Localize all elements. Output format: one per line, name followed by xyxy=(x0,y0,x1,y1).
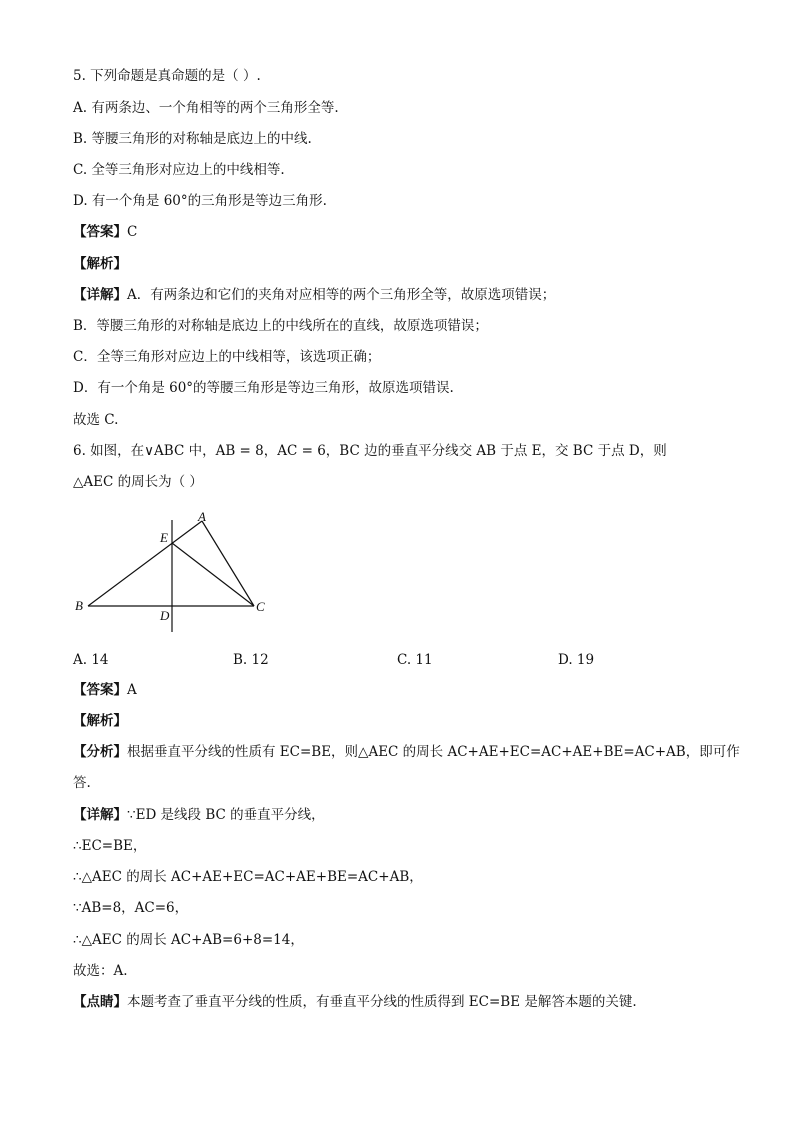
q5-answer xyxy=(73,223,137,241)
q6-fenxi-line-2: 答. xyxy=(73,775,91,791)
q6-detail-text: ∵ED 是线段 BC 的垂直平分线， xyxy=(127,807,325,823)
q6-step-4: ∴△AEC 的周长 AC+AB=6+8=14， xyxy=(73,932,304,948)
q5-detail-line-3: C．全等三角形对应边上的中线相等，该选项正确； xyxy=(73,349,381,365)
q5-answer-tag: 【答案】 xyxy=(73,224,127,240)
segment-ac xyxy=(202,521,254,606)
q5-option-b: B. 等腰三角形的对称轴是底边上的中线. xyxy=(73,131,312,147)
q6-answer xyxy=(73,681,137,699)
q5-conclusion: 故选 C. xyxy=(73,412,119,428)
q5-detail-line-2: B．等腰三角形的对称轴是底边上的中线所在的直线，故原选项错误； xyxy=(73,318,488,334)
q6-detail-tag: 【详解】 xyxy=(73,807,127,823)
q5-detail-text-1: A．有两条边和它们的夹角对应相等的两个三角形全等，故原选项错误； xyxy=(127,287,556,303)
segment-ba xyxy=(88,521,202,606)
q5-detail-tag: 【详解】 xyxy=(73,287,127,303)
q5-detail-line-1 xyxy=(73,286,555,304)
q6-step-2: ∴△AEC 的周长 AC+AE+EC=AC+AE+BE=AC+AB， xyxy=(73,869,423,885)
q6-choice-d: D. 19 xyxy=(558,652,595,668)
segment-ec xyxy=(172,543,254,606)
q6-fenxi-text: 根据垂直平分线的性质有 EC=BE，则△AEC 的周长 AC+AE+EC=AC+AE+BE=AC+AB，即可作 xyxy=(127,744,740,760)
label-e: E xyxy=(160,530,168,545)
label-c: C xyxy=(256,599,265,614)
q6-choice-c: C. 11 xyxy=(397,652,433,668)
q5-detail-line-4: D．有一个角是 60°的等腰三角形是等边三角形，故原选项错误. xyxy=(73,380,454,396)
q6-step-3: ∵AB=8，AC=6， xyxy=(73,900,189,916)
q6-detail-line-1 xyxy=(73,806,325,824)
q5-stem: 5. 下列命题是真命题的是（ ）. xyxy=(73,68,261,84)
triangle-figure xyxy=(70,508,270,636)
label-d: D xyxy=(160,608,170,623)
q5-option-d: D. 有一个角是 60°的三角形是等边三角形. xyxy=(73,193,327,209)
q6-dianjing xyxy=(73,993,637,1011)
q5-answer-value: C xyxy=(127,224,138,240)
label-a: A xyxy=(198,509,206,524)
q6-step-1: ∴EC=BE， xyxy=(73,838,147,854)
q5-option-a: A. 有两条边、一个角相等的两个三角形全等. xyxy=(73,100,339,116)
q5-analysis-tag: 【解析】 xyxy=(73,256,127,272)
q6-answer-value: A xyxy=(127,682,137,698)
q5-option-c: C. 全等三角形对应边上的中线相等. xyxy=(73,162,285,178)
label-b: B xyxy=(75,598,83,613)
q6-choice-a: A. 14 xyxy=(73,652,109,668)
q6-dianjing-tag: 【点睛】 xyxy=(73,994,127,1010)
q6-answer-tag: 【答案】 xyxy=(73,682,127,698)
q6-dianjing-text: 本题考查了垂直平分线的性质，有垂直平分线的性质得到 EC=BE 是解答本题的关键. xyxy=(127,994,637,1010)
q6-analysis-tag: 【解析】 xyxy=(73,713,127,729)
q6-choice-b: B. 12 xyxy=(233,652,269,668)
q6-step-5: 故选：A. xyxy=(73,963,128,979)
q6-stem-line-1: 6. 如图，在∨ABC 中，AB = 8，AC = 6，BC 边的垂直平分线交 AB 于点 E，交 BC 于点 D，则 xyxy=(73,443,667,459)
q6-fenxi-line-1 xyxy=(73,743,740,761)
q6-stem-line-2: △AEC 的周长为（ ） xyxy=(73,474,203,490)
q6-fenxi-tag: 【分析】 xyxy=(73,744,127,760)
